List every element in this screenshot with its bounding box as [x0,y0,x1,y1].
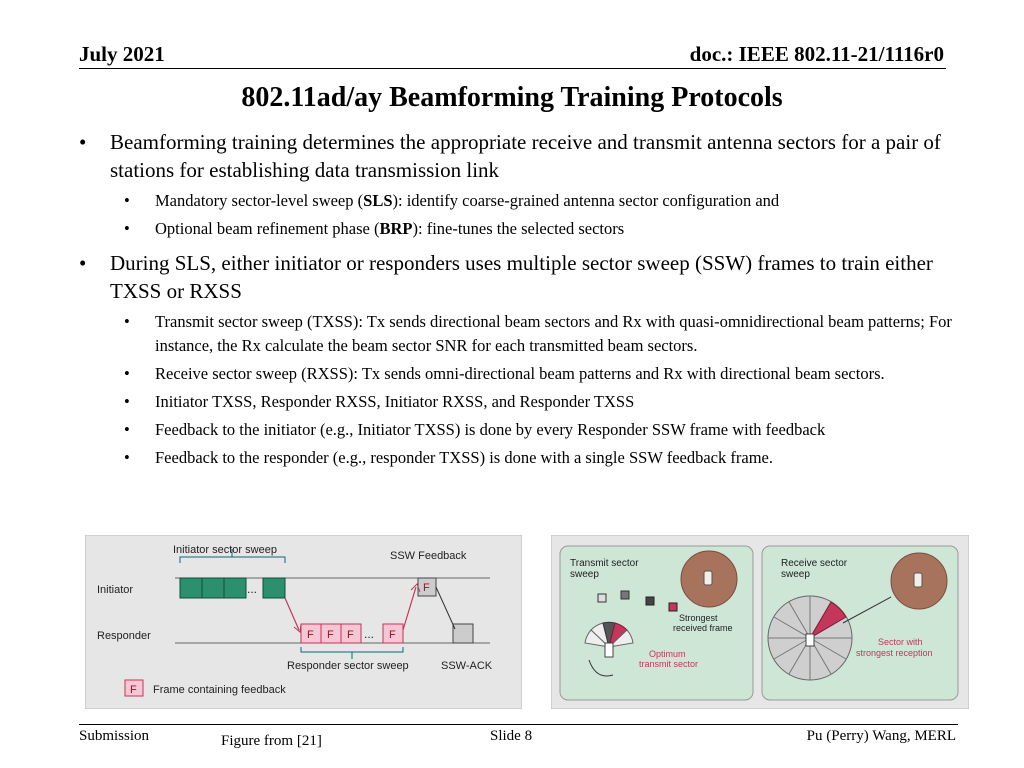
ssw-feedback-label: SSW Feedback [390,550,467,562]
sls-term: SLS [363,191,393,210]
ssw-ack-label: SSW-ACK [441,660,493,672]
svg-text:F: F [327,629,334,641]
initiator-frames [180,578,285,598]
svg-text:transmit sector: transmit sector [639,659,699,669]
svg-text:...: ... [247,582,258,596]
brp-term: BRP [379,219,413,238]
bullet-1b: • Optional beam refinement phase (BRP): fine-tunes the selected sectors [124,219,625,238]
bullet-1a: • Mandatory sector-level sweep (SLS): identify coarse-grained antenna sector configuration and [124,191,780,210]
footer-submission: Submission [79,728,150,744]
bullet-2d: • Feedback to the initiator (e.g., Initiator TXSS) is done by every Responder SSW frame with feedback [124,420,826,439]
svg-text:Sector with: Sector with [878,637,923,647]
tx-sweep-title: Transmit sector [570,558,639,569]
svg-text:F: F [389,629,396,641]
bullet-2a: • Transmit sector sweep (TXSS): Tx sends directional beam sectors and Rx with quasi-omnidirectional beam patterns; For instance, the Rx calculate the beam sector SNR for each transmitted beam sectors. [124,312,952,355]
svg-text:F: F [347,629,354,641]
header-date: July 2021 [79,42,165,66]
header-doc-id: doc.: IEEE 802.11-21/1116r0 [689,42,944,66]
svg-text:F: F [130,684,137,696]
svg-text:Optimum: Optimum [649,649,686,659]
legend-label: Frame containing feedback [153,684,286,696]
sector-sweep-timing-figure [85,535,522,709]
footer-author: Pu (Perry) Wang, MERL [806,728,956,744]
svg-text:received frame: received frame [673,623,733,633]
initiator-sweep-label: Initiator sector sweep [173,544,277,556]
bullet-2-text: During SLS, either initiator or responders uses multiple sector sweep (SSW) frames to train either TXSS or RXSS [110,251,933,303]
footer-divider [79,724,958,725]
header-divider [79,68,946,69]
bullet-1-text: Beamforming training determines the appropriate receive and transmit antenna sectors for a pair of stations for establishing data transmission link [110,130,941,182]
figure-caption: Figure from [21] [221,733,322,749]
svg-text:F: F [423,582,430,594]
bullet-2e: • Feedback to the responder (e.g., responder TXSS) is done with a single SSW feedback frame. [124,448,773,467]
slide-title: 802.11ad/ay Beamforming Training Protocols [241,82,783,113]
svg-text:Strongest: Strongest [679,613,718,623]
bullet-1: • Beamforming training determines the appropriate receive and transmit antenna sectors for a pair of stations for establishing data transmission link [79,130,941,182]
bullet-2c: • Initiator TXSS, Responder RXSS, Initiator RXSS, and Responder TXSS [124,392,635,411]
svg-text:strongest reception: strongest reception [856,648,933,658]
initiator-label: Initiator [97,584,134,596]
responder-label: Responder [97,630,151,642]
slide-body [79,128,979,474]
responder-sweep-label: Responder sector sweep [287,660,409,672]
svg-text:sweep: sweep [570,569,599,580]
footer-slide-number: Slide 8 [490,728,533,744]
ssw-ack-frame [453,624,473,643]
sector-sweep-illustration [551,535,969,709]
bullet-2: • During SLS, either initiator or responders uses multiple sector sweep (SSW) frames to train either TXSS or RXSS [79,251,933,303]
svg-text:sweep: sweep [781,569,810,580]
rx-sweep-title: Receive sector [781,558,848,569]
bullet-2b: • Receive sector sweep (RXSS): Tx sends omni-directional beam patterns and Rx with directional beam sectors. [124,364,885,383]
svg-text:...: ... [364,627,375,641]
svg-text:F: F [307,629,314,641]
